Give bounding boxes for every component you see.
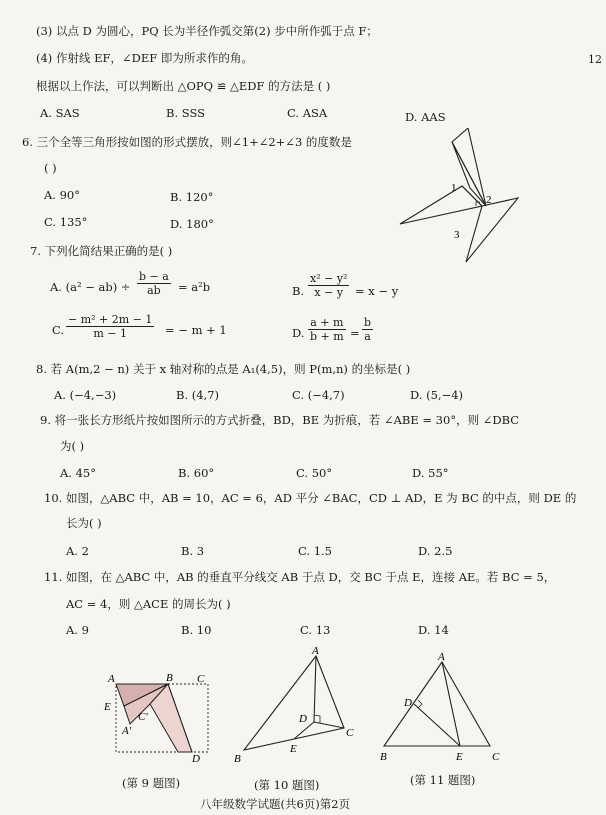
fig9-label-a: A	[108, 673, 115, 685]
q9-option-a: A. 45°	[60, 466, 96, 480]
q5-step3: (3) 以点 D 为圆心，PQ 长为半径作弧交第(2) 步中所作弧于点 F；	[36, 24, 378, 38]
q7-c-result: = − m + 1	[165, 323, 227, 337]
fig10-caption: (第 10 题图)	[254, 778, 320, 792]
q9-option-c: C. 50°	[296, 466, 333, 480]
fig11-caption: (第 11 题图)	[410, 773, 476, 787]
fig10-label-a: A	[312, 645, 319, 657]
fig11-label-d: D	[404, 697, 412, 709]
q6-angle-label-3: 3	[454, 229, 460, 241]
fig10-label-b: B	[234, 753, 241, 765]
q6-paren: ( )	[44, 161, 57, 175]
q6-figure	[396, 128, 526, 263]
fig10-label-e: E	[290, 743, 297, 755]
q7-b-denominator: x − y	[314, 286, 344, 299]
q11-stem: 11. 如图，在 △ABC 中，AB 的垂直平分线交 AB 于点 D，交 BC 于点 E，连接 AE。若 BC = 5，	[44, 570, 556, 584]
fig9-caption: (第 9 题图)	[122, 776, 181, 790]
q11-option-c: C. 13	[300, 623, 331, 637]
q6-option-b: B. 120°	[170, 190, 214, 204]
fig9-label-d: D	[192, 753, 200, 764]
q5-option-d: D. AAS	[405, 110, 446, 124]
q7-b-fraction	[308, 272, 349, 299]
q10-option-d: D. 2.5	[418, 544, 453, 558]
q5-stem: 根据以上作法，可以判断出 △OPQ ≌ △EDF 的方法是 ( )	[36, 79, 331, 93]
fig9-label-e: E	[104, 701, 111, 713]
q8-option-a: A. (−4,−3)	[54, 388, 117, 402]
q8-option-c: C. (−4,7)	[292, 388, 345, 402]
page-footer: 八年级数学试题(共6页)第2页	[200, 797, 351, 811]
q7-d-denominator: b + m	[310, 330, 344, 343]
q11-option-d: D. 14	[418, 623, 449, 637]
fig9-label-aprime: A'	[122, 725, 132, 737]
q9-stem: 9. 将一张长方形纸片按如图所示的方式折叠，BD，BE 为折痕，若 ∠ABE = 30°，则 ∠DBC	[40, 413, 520, 427]
q6-stem: 6. 三个全等三角形按如图的形式摆放，则∠1+∠2+∠3 的度数是	[22, 135, 352, 149]
q6-angle-label-2: 2	[486, 194, 492, 206]
q6-option-d: D. 180°	[170, 217, 214, 231]
q10-option-a: A. 2	[66, 544, 89, 558]
fig11	[376, 648, 506, 764]
fig10-label-d: D	[299, 713, 307, 725]
q8-stem: 8. 若 A(m,2 − n) 关于 x 轴对称的点是 A₁(4,5)，则 P(m,n) 的坐标是( )	[36, 362, 411, 376]
q5-option-b: B. SSS	[166, 106, 205, 120]
q7-d-fraction	[308, 316, 346, 343]
q7-c-prefix: C.	[52, 323, 65, 337]
q5-option-c: C. ASA	[287, 106, 328, 120]
fig9-label-c: C	[197, 673, 205, 685]
q9-option-b: B. 60°	[178, 466, 215, 480]
q7-a-prefix: A. (a² − ab) ÷	[50, 280, 131, 294]
q7-b-numerator: x² − y²	[310, 272, 348, 285]
q7-a-numerator: b − a	[139, 270, 169, 283]
q11-option-b: B. 10	[181, 623, 212, 637]
q10-option-b: B. 3	[181, 544, 205, 558]
q6-angle-label-1: 1	[451, 182, 457, 194]
fig10	[232, 644, 362, 766]
q8-option-d: D. (5,−4)	[410, 388, 464, 402]
q7-d-prefix: D.	[292, 326, 305, 340]
q7-stem: 7. 下列化简结果正确的是( )	[30, 244, 173, 258]
q11-stem-cont: AC = 4，则 △ACE 的周长为( )	[66, 597, 231, 611]
q9-stem-cont: 为( )	[60, 439, 85, 453]
q7-d-numerator: a + m	[308, 316, 346, 330]
q10-stem: 10. 如图，△ABC 中，AB = 10，AC = 6，AD 平分 ∠BAC，CD ⊥ AD，E 为 BC 的中点，则 DE 的	[44, 491, 577, 505]
q7-d-equals: =	[350, 326, 360, 340]
q10-option-c: C. 1.5	[298, 544, 332, 558]
q7-c-numerator: − m² + 2m − 1	[68, 313, 153, 326]
q8-option-b: B. (4,7)	[176, 388, 220, 402]
fig11-label-b: B	[380, 751, 387, 763]
margin-mark: 12	[588, 53, 602, 66]
fig11-label-c: C	[492, 751, 500, 763]
q9-option-d: D. 55°	[412, 466, 449, 480]
q7-d-result-numerator: b	[364, 316, 372, 329]
q7-c-denominator: m − 1	[93, 327, 128, 340]
q7-c-fraction	[66, 313, 154, 340]
q5-step4: (4) 作射线 EF，∠DEF 即为所求作的角。	[36, 51, 253, 65]
fig10-label-c: C	[346, 727, 354, 739]
q10-stem-cont: 长为( )	[66, 516, 102, 530]
q11-option-a: A. 9	[66, 623, 89, 637]
q7-a-fraction	[137, 270, 171, 297]
q7-b-result: = x − y	[355, 284, 399, 298]
fig9	[100, 668, 218, 764]
q7-a-denominator: ab	[147, 284, 161, 297]
fig11-label-e: E	[456, 751, 463, 763]
fig9-label-b: B	[166, 672, 173, 684]
q7-d-result-fraction	[362, 316, 373, 343]
fig9-label-cprime: C'	[138, 711, 148, 723]
q5-option-a: A. SAS	[40, 106, 80, 120]
q7-d-result-denominator: a	[364, 330, 371, 343]
q7-b-prefix: B.	[292, 284, 305, 298]
q6-option-a: A. 90°	[44, 188, 80, 202]
fig11-label-a: A	[438, 651, 445, 663]
q6-option-c: C. 135°	[44, 215, 88, 229]
q7-a-result: = a²b	[178, 280, 211, 294]
